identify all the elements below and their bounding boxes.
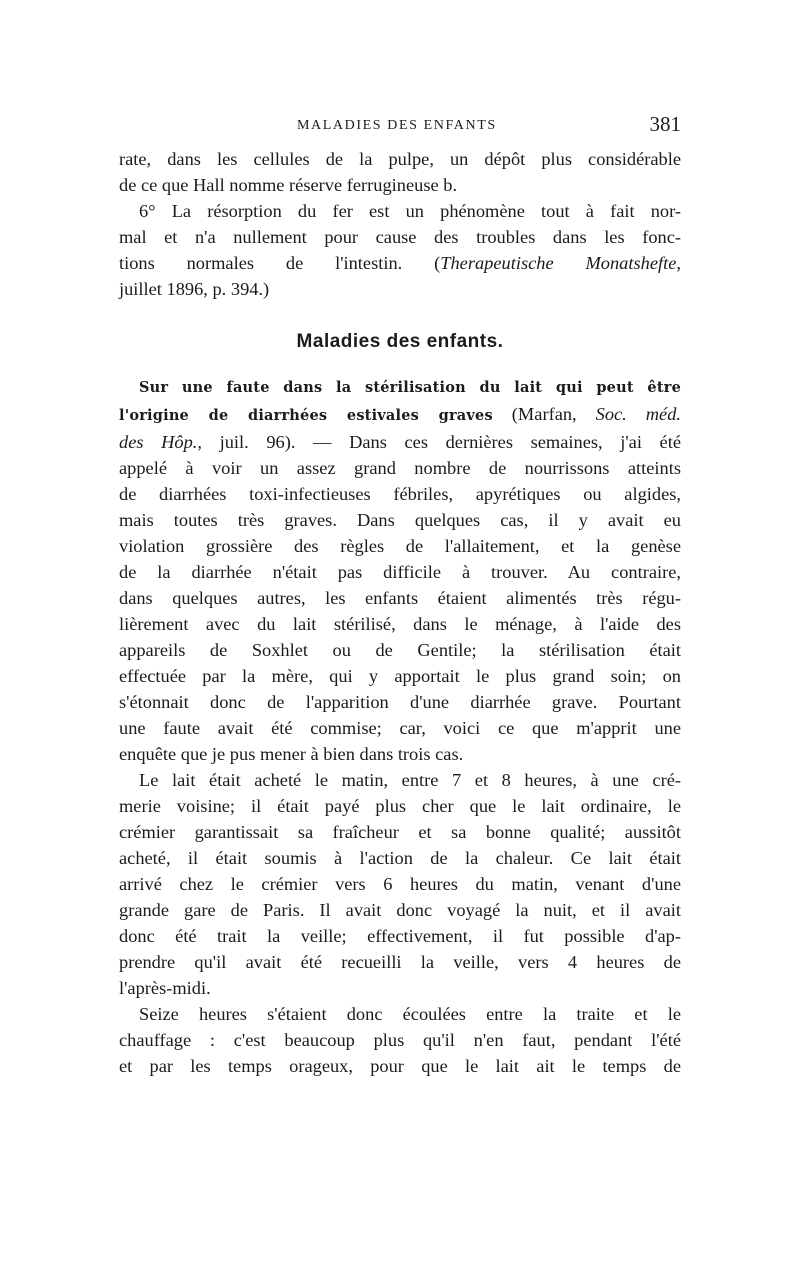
- text-line: appelé à voir un assez grand nombre de nourrissons atteints: [119, 458, 681, 478]
- text-line: grande gare de Paris. Il avait donc voyagé la nuit, et il avait: [119, 900, 681, 920]
- journal-ref: Soc. méd.: [595, 404, 681, 424]
- page-number: 381: [649, 112, 681, 136]
- running-head: [119, 112, 681, 146]
- text-line: Seize heures s'étaient donc écoulées entre la traite et le: [139, 1004, 681, 1024]
- text-line: effectuée par la mère, qui y apportait le plus grand soin; on: [119, 666, 681, 686]
- running-title: MALADIES DES ENFANTS: [297, 118, 497, 133]
- text-line: enquête que je pus mener à bien dans trois cas.: [119, 744, 464, 764]
- text-line: chauffage : c'est beaucoup plus qu'il n'en faut, pendant l'été: [119, 1030, 681, 1050]
- text-line: une faute avait été commise; car, voici ce que m'apprit une: [119, 718, 681, 738]
- text-line: 6° La résorption du fer est un phénomène tout à fait nor-: [139, 201, 681, 221]
- article-title: Sur une faute dans la stérilisation du lait qui peut être: [139, 379, 681, 396]
- paragraph-1: [119, 146, 681, 198]
- text-line: donc été trait la veille; effectivement, il fut possible d'ap-: [119, 926, 681, 946]
- journal-ref: des Hôp.: [119, 432, 198, 452]
- text-line: acheté, il était soumis à l'action de la chaleur. Ce lait était: [119, 848, 681, 868]
- text-line: s'étonnait donc de l'apparition d'une diarrhée grave. Pourtant: [119, 692, 681, 712]
- text-line: des Hôp., juil. 96). — Dans ces dernières semaines, j'ai été: [119, 432, 681, 452]
- text-line: juillet 1896, p. 394.): [119, 279, 270, 299]
- article-title-cont: l'origine de diarrhées estivales graves: [119, 407, 493, 424]
- text-line: [119, 373, 681, 401]
- text-line: de la diarrhée n'était pas difficile à trouver. Au contraire,: [119, 562, 681, 582]
- text-line: et par les temps orageux, pour que le lait ait le temps de: [119, 1056, 681, 1076]
- text-line: rate, dans les cellules de la pulpe, un dépôt plus considérable: [119, 149, 681, 169]
- text-line: de ce que Hall nomme réserve ferrugineuse b.: [119, 175, 458, 195]
- text-line: tions normales de l'intestin. (Therapeutische Monatshefte,: [119, 253, 681, 273]
- text-line: dans quelques autres, les enfants étaient alimentés très régu-: [119, 588, 681, 608]
- text-line: crémier garantissait sa fraîcheur et sa bonne qualité; aussitôt: [119, 822, 681, 842]
- book-page: [119, 112, 681, 1079]
- journal-title: Therapeutische Monatshefte: [440, 253, 677, 273]
- text-line: de diarrhées toxi-infectieuses fébriles, apyrétiques ou algides,: [119, 484, 681, 504]
- article-paragraph: [119, 373, 681, 767]
- text-line: l'après-midi.: [119, 978, 211, 998]
- paragraph-2: [119, 198, 681, 302]
- paragraph-5: [119, 1001, 681, 1079]
- section-title: Maladies des enfants.: [296, 331, 504, 352]
- text-line: appareils de Soxhlet ou de Gentile; la stérilisation était: [119, 640, 681, 660]
- text-line: merie voisine; il était payé plus cher que le lait ordinaire, le: [119, 796, 681, 816]
- paragraph-4: [119, 767, 681, 1001]
- text-line: l'origine de diarrhées estivales graves (Marfan, Soc. méd.: [119, 404, 681, 424]
- text-line: Le lait était acheté le matin, entre 7 et 8 heures, à une cré-: [139, 770, 681, 790]
- text-line: arrivé chez le crémier vers 6 heures du matin, venant d'une: [119, 874, 681, 894]
- text-line: prendre qu'il avait été recueilli la veille, vers 4 heures de: [119, 952, 681, 972]
- text-line: lièrement avec du lait stérilisé, dans le ménage, à l'aide des: [119, 614, 681, 634]
- text-line: mais toutes très graves. Dans quelques cas, il y avait eu: [119, 510, 681, 530]
- text-line: mal et n'a nullement pour cause des troubles dans les fonc-: [119, 227, 681, 247]
- text-line: violation grossière des règles de l'allaitement, et la genèse: [119, 536, 681, 556]
